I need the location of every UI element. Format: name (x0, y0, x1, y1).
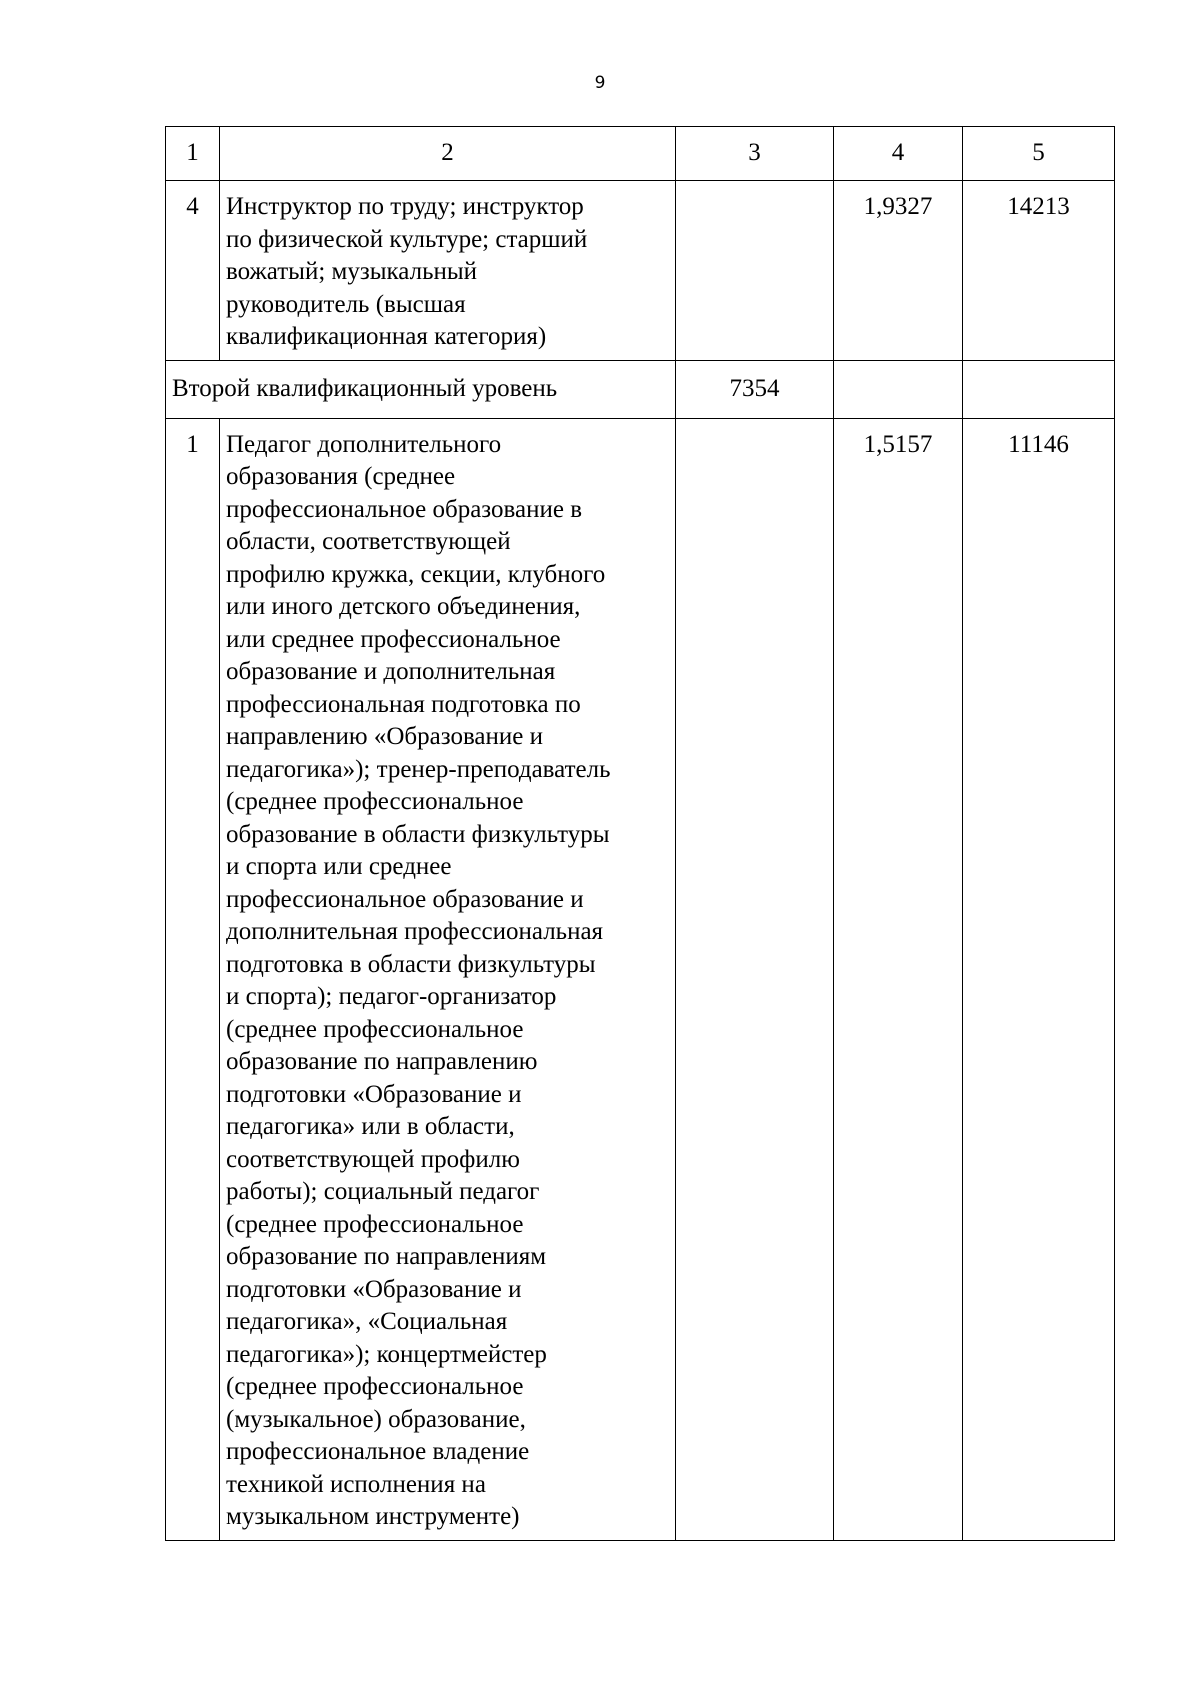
header-cell-4: 4 (834, 127, 963, 181)
position-description-text: Педагог дополнительного образования (среднее профессиональное образование в области, соответствующей профилю кружка, секции, клубного или иного детского объединения, или среднее профессиональное образование и дополнительная профессиональная подготовка по направлению «Образование и педагогика»); тренер-преподаватель (среднее профессиональное образование в области физкультуры и спорта или среднее профессиональное образование и дополнительная профессиональная подготовка в области физкультуры и спорта); педагог-организатор (среднее профессиональное образование по направлению подготовки «Образование и педагогика» или в области, соответствующей профилю работы); социальный педагог (среднее профессиональное образование по направлениям подготовки «Образование и педагогика», «Социальная педагогика»); концертмейстер (среднее профессиональное (музыкальное) образование, профессиональное владение техникой исполнения на музыкальном инструменте) (226, 430, 611, 1530)
header-cell-1: 1 (166, 127, 220, 181)
salary-table (165, 126, 1115, 1541)
salary-cell: 11146 (963, 418, 1115, 1540)
coefficient-cell: 1,5157 (834, 418, 963, 1540)
position-description (220, 181, 676, 361)
salary-cell: 14213 (963, 181, 1115, 361)
base-salary-cell (676, 418, 834, 1540)
base-salary-cell (676, 181, 834, 361)
empty-cell (834, 360, 963, 418)
position-description-text: Инструктор по труду; инструктор по физической культуре; старший вожатый; музыкальный руководитель (высшая квалификационная категория) (226, 193, 588, 350)
header-cell-3: 3 (676, 127, 834, 181)
table-row (166, 181, 1115, 361)
row-number: 1 (166, 418, 220, 1540)
table-header-row (166, 127, 1115, 181)
qualification-level-row (166, 360, 1115, 418)
header-cell-5: 5 (963, 127, 1115, 181)
position-description (220, 418, 676, 1540)
qualification-level-base-salary: 7354 (676, 360, 834, 418)
page-number: 9 (594, 73, 606, 93)
qualification-level-title: Второй квалификационный уровень (166, 360, 676, 418)
empty-cell (963, 360, 1115, 418)
header-cell-2: 2 (220, 127, 676, 181)
coefficient-cell: 1,9327 (834, 181, 963, 361)
table-row (166, 418, 1115, 1540)
row-number: 4 (166, 181, 220, 361)
